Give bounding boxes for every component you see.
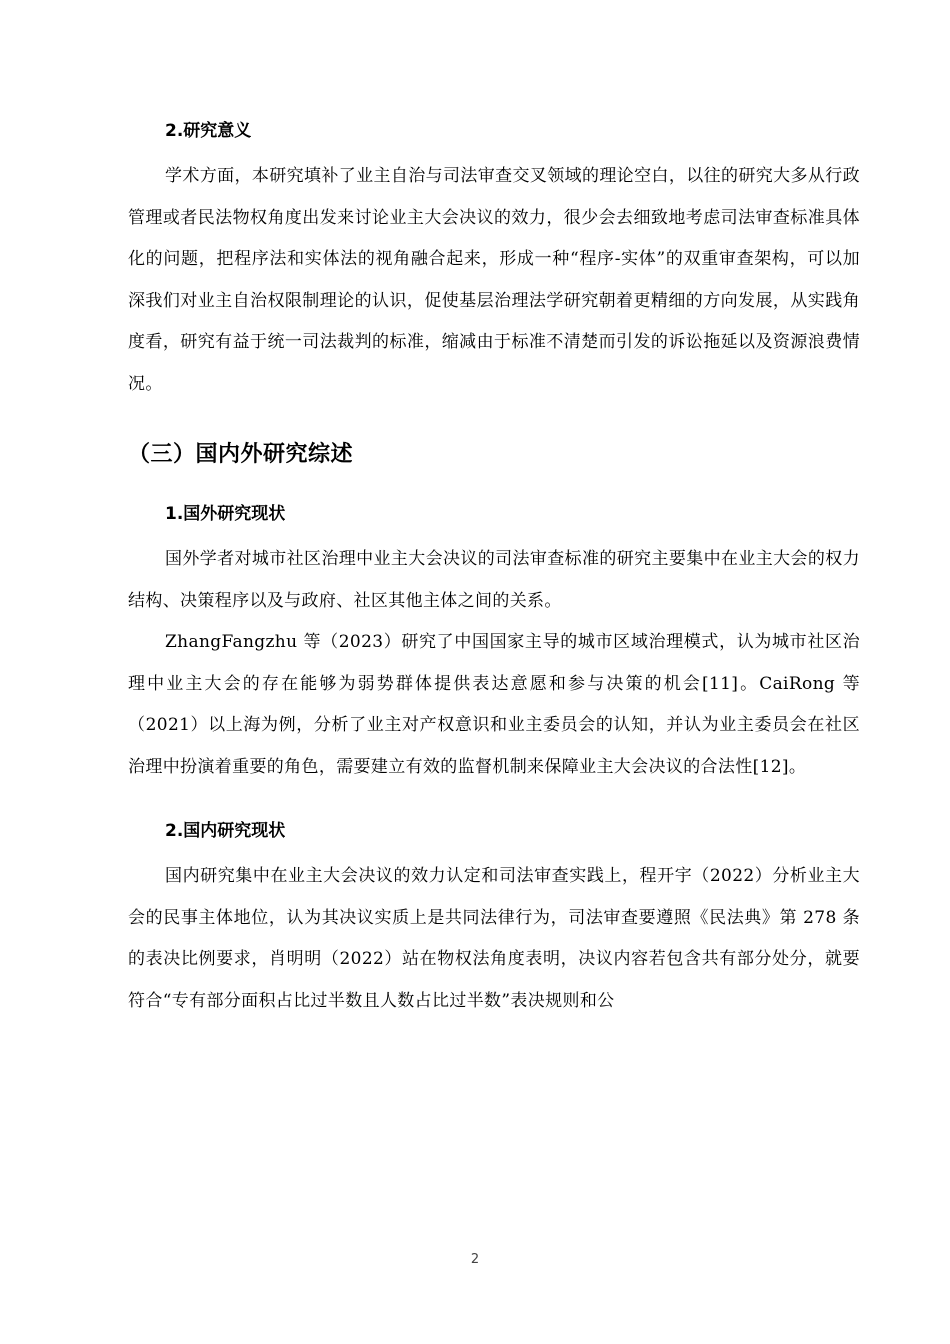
page-body — [128, 116, 860, 1022]
domestic-status-heading: 2.国内研究现状 — [165, 821, 286, 841]
review-section-heading: （三）国内外研究综述 — [128, 442, 354, 467]
significance-paragraph: 学术方面，本研究填补了业主自治与司法审查交叉领域的理论空白，以往的研究大多从行政管理或者民法物权角度出发来讨论业主大会决议的效力，很少会去细致地考虑司法审查标准具体化的问题，把程序法和实体法的视角融合起来，形成一种“程序-实体”的双重审查架构，可以加深我们对业主自治权限制理论的认识，促使基层治理法学研究朝着更精细的方向发展，从实践角度看，研究有益于统一司法裁判的标准，缩减由于标准不清楚而引发的诉讼拖延以及资源浪费情况。 — [128, 166, 860, 394]
foreign-status-heading: 1.国外研究现状 — [165, 504, 286, 524]
domestic-paragraph: 国内研究集中在业主大会决议的效力认定和司法审查实践上，程开宇（2022）分析业主大会的民事主体地位，认为其决议实质上是共同法律行为，司法审查要遵照《民法典》第 278 条的表决比例要求，肖明明（2022）站在物权法角度表明，决议内容若包含共有部分处分，就要符合“专有部分面积占比过半数且人数占比过半数”表决规则和公 — [128, 866, 860, 1011]
foreign-paragraph-2: ZhangFangzhu 等（2023）研究了中国国家主导的城市区域治理模式，认为城市社区治理中业主大会的存在能够为弱势群体提供表达意愿和参与决策的机会[11]。CaiRong 等（2021）以上海为例，分析了业主对产权意识和业主委员会的认知，并认为业主委员会在社区治理中扮演着重要的角色，需要建立有效的监督机制来保障业主大会决议的合法性[12]。 — [128, 632, 860, 777]
foreign-paragraph-1: 国外学者对城市社区治理中业主大会决议的司法审查标准的研究主要集中在业主大会的权力结构、决策程序以及与政府、社区其他主体之间的关系。 — [128, 549, 860, 611]
page-number: 2 — [470, 1252, 480, 1267]
significance-heading: 2.研究意义 — [165, 121, 252, 141]
